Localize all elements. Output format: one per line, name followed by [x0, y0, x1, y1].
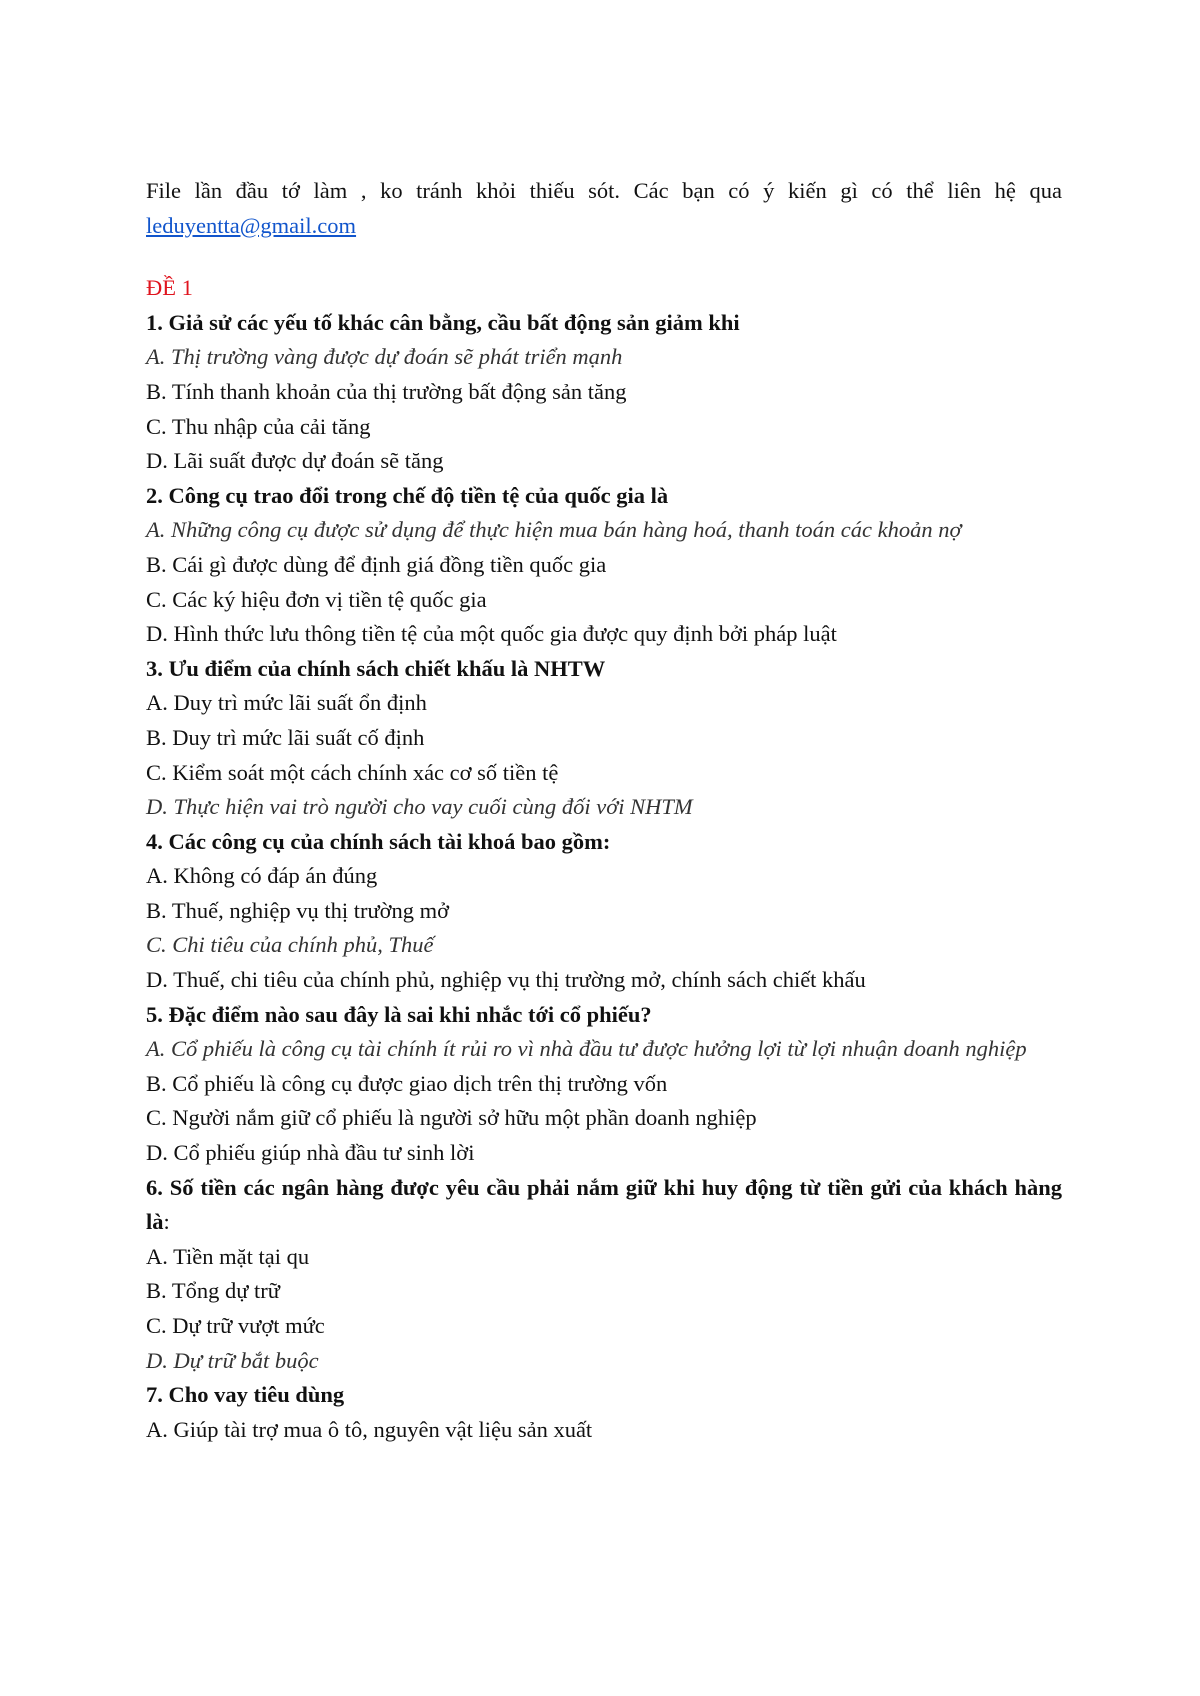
option-b: B. Tính thanh khoản của thị trường bất động sản tăng — [146, 378, 627, 404]
option-d-correct: D. Thực hiện vai trò người cho vay cuối cùng đối với NHTM — [146, 794, 693, 820]
option-a: A. Duy trì mức lãi suất ổn định — [146, 690, 427, 716]
question-block — [146, 1378, 1062, 1447]
option-a-correct: A. Những công cụ được sử dụng để thực hiện mua bán hàng hoá, thanh toán các khoản nợ — [146, 517, 962, 543]
section-title: ĐỀ 1 — [146, 275, 193, 301]
option-b: B. Cổ phiếu là công cụ được giao dịch trên thị trường vốn — [146, 1070, 668, 1096]
option-c: C. Thu nhập của cải tăng — [146, 413, 371, 439]
option-c-correct: C. Chi tiêu của chính phủ, Thuế — [146, 932, 434, 958]
question-title: 4. Các công cụ của chính sách tài khoá bao gồm: — [146, 828, 611, 854]
option-b: B. Tổng dự trữ — [146, 1278, 280, 1304]
option-a-correct: A. Thị trường vàng được dự đoán sẽ phát triển mạnh — [146, 344, 623, 370]
question-block — [146, 998, 1062, 1171]
intro-text: File lần đầu tớ làm , ko tránh khỏi thiếu sót. Các bạn có ý kiến gì có thể liên hệ qua — [146, 178, 1062, 203]
question-title: 5. Đặc điểm nào sau đây là sai khi nhắc tới cổ phiếu? — [146, 1001, 652, 1027]
document-body — [146, 174, 1062, 1447]
question-block — [146, 825, 1062, 998]
question-block — [146, 652, 1062, 825]
option-c: C. Kiểm soát một cách chính xác cơ số tiền tệ — [146, 759, 559, 785]
option-c: C. Các ký hiệu đơn vị tiền tệ quốc gia — [146, 586, 487, 612]
question-block — [146, 479, 1062, 652]
option-d: D. Hình thức lưu thông tiền tệ của một quốc gia được quy định bởi pháp luật — [146, 621, 837, 647]
option-d: D. Cổ phiếu giúp nhà đầu tư sinh lời — [146, 1140, 475, 1166]
option-b: B. Duy trì mức lãi suất cố định — [146, 724, 425, 750]
question-title: 2. Công cụ trao đổi trong chế độ tiền tệ của quốc gia là — [146, 482, 669, 508]
option-a: A. Tiền mặt tại qu — [146, 1243, 310, 1269]
question-title: 3. Ưu điểm của chính sách chiết khấu là NHTW — [146, 655, 606, 681]
question-block — [146, 1171, 1062, 1379]
question-title: 7. Cho vay tiêu dùng — [146, 1382, 345, 1408]
intro-paragraph — [146, 174, 1062, 243]
question-block — [146, 306, 1062, 479]
question-title: 1. Giả sử các yếu tố khác cân bằng, cầu bất động sản giảm khi — [146, 309, 740, 335]
option-c: C. Dự trữ vượt mức — [146, 1313, 325, 1338]
question-title — [146, 1171, 1062, 1240]
option-a: A. Giúp tài trợ mua ô tô, nguyên vật liệu sản xuất — [146, 1416, 593, 1442]
option-a-correct: A. Cổ phiếu là công cụ tài chính ít rủi ro vì nhà đầu tư được hưởng lợi từ lợi nhuận doanh nghiệp — [146, 1036, 1027, 1062]
question-title-bold: 6. Số tiền các ngân hàng được yêu cầu phải nắm giữ khi huy động từ tiền gửi của khách hàng là — [146, 1174, 1062, 1235]
option-a: A. Không có đáp án đúng — [146, 863, 378, 889]
question-title-colon: : — [163, 1209, 170, 1235]
option-d: D. Lãi suất được dự đoán sẽ tăng — [146, 448, 444, 474]
option-d: D. Thuế, chi tiêu của chính phủ, nghiệp vụ thị trường mở, chính sách chiết khấu — [146, 967, 866, 993]
option-b: B. Cái gì được dùng để định giá đồng tiền quốc gia — [146, 551, 607, 577]
email-link[interactable]: leduyentta@gmail.com — [146, 212, 357, 238]
option-b: B. Thuế, nghiệp vụ thị trường mở — [146, 897, 450, 923]
option-c: C. Người nắm giữ cổ phiếu là người sở hữu một phần doanh nghiệp — [146, 1105, 757, 1131]
option-d-correct: D. Dự trữ bắt buộc — [146, 1347, 319, 1373]
